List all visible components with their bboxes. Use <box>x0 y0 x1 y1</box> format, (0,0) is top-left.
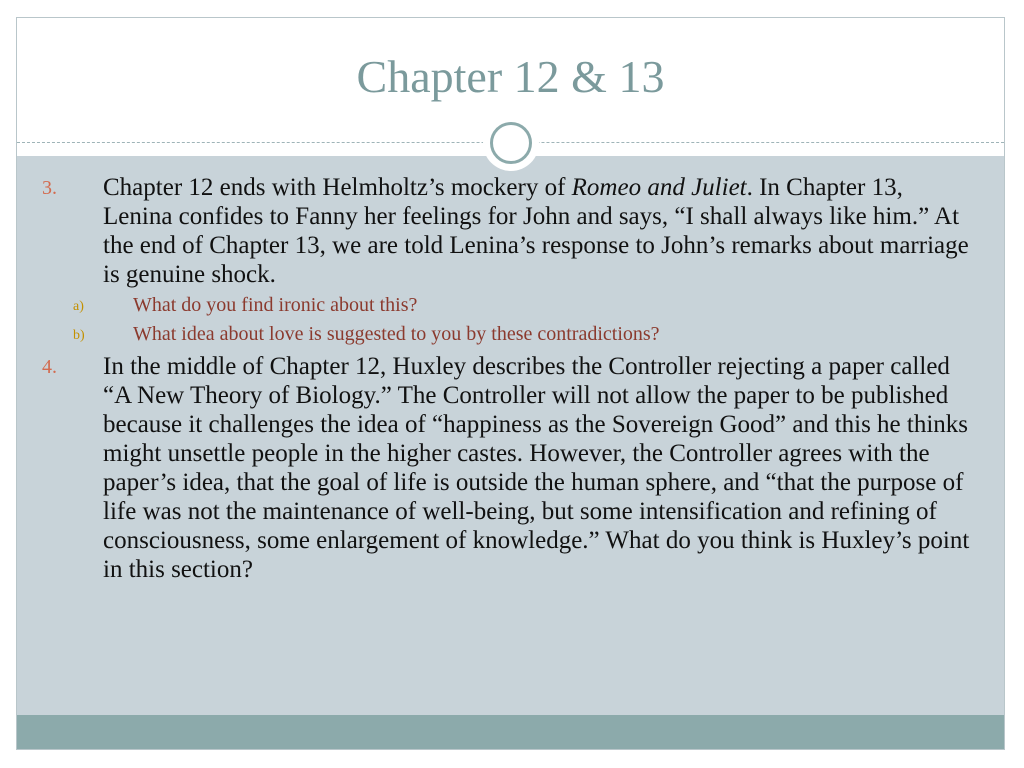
item-text: In the middle of Chapter 12, Huxley describes the Controller rejecting a paper called “A New Theory of Biology.” The Controller will not allow the paper to be published because it challenges the idea of “happiness as the Sovereign Good” and this he thinks might unsettle people in the higher castes. However, the Controller agrees with the paper’s idea, that the goal of life is outside the human sphere, and “that the purpose of life was not the maintenance of well-being, but some intensification and refining of consciousness, some enlargement of knowledge.” What do you think is Huxley’s point in this section? <box>103 353 970 583</box>
sub-letter: b) <box>73 328 85 343</box>
sub-list <box>17 293 1004 346</box>
slide-title: Chapter 12 & 13 <box>356 51 665 102</box>
list-item-4 <box>17 352 1004 584</box>
slide-content <box>17 173 1004 588</box>
item-text-end: . In Chapter 13, Lenina confides to Fanny her feelings for John and says, “I shall always like him.” At the end of Chapter 13, we are told Lenina’s response to John’s remarks about marriage is genuine shock. <box>103 174 969 288</box>
list-number: 4. <box>42 356 57 378</box>
footer-band <box>17 715 1004 749</box>
sub-letter: a) <box>73 299 84 314</box>
book-title: Romeo and Juliet <box>571 174 747 201</box>
list-item-3 <box>17 173 1004 289</box>
item-text-start: Chapter 12 ends with Helmholtz’s mockery of <box>103 174 572 201</box>
circle-ring-icon <box>483 115 539 171</box>
list-number: 3. <box>42 177 57 199</box>
slide <box>16 17 1005 750</box>
sub-item-text: What do you find ironic about this? <box>133 294 418 316</box>
sub-item-b <box>17 322 1004 346</box>
ring-inner <box>490 122 532 164</box>
sub-item-a <box>17 293 1004 317</box>
sub-item-text: What idea about love is suggested to you by these contradictions? <box>133 323 660 345</box>
